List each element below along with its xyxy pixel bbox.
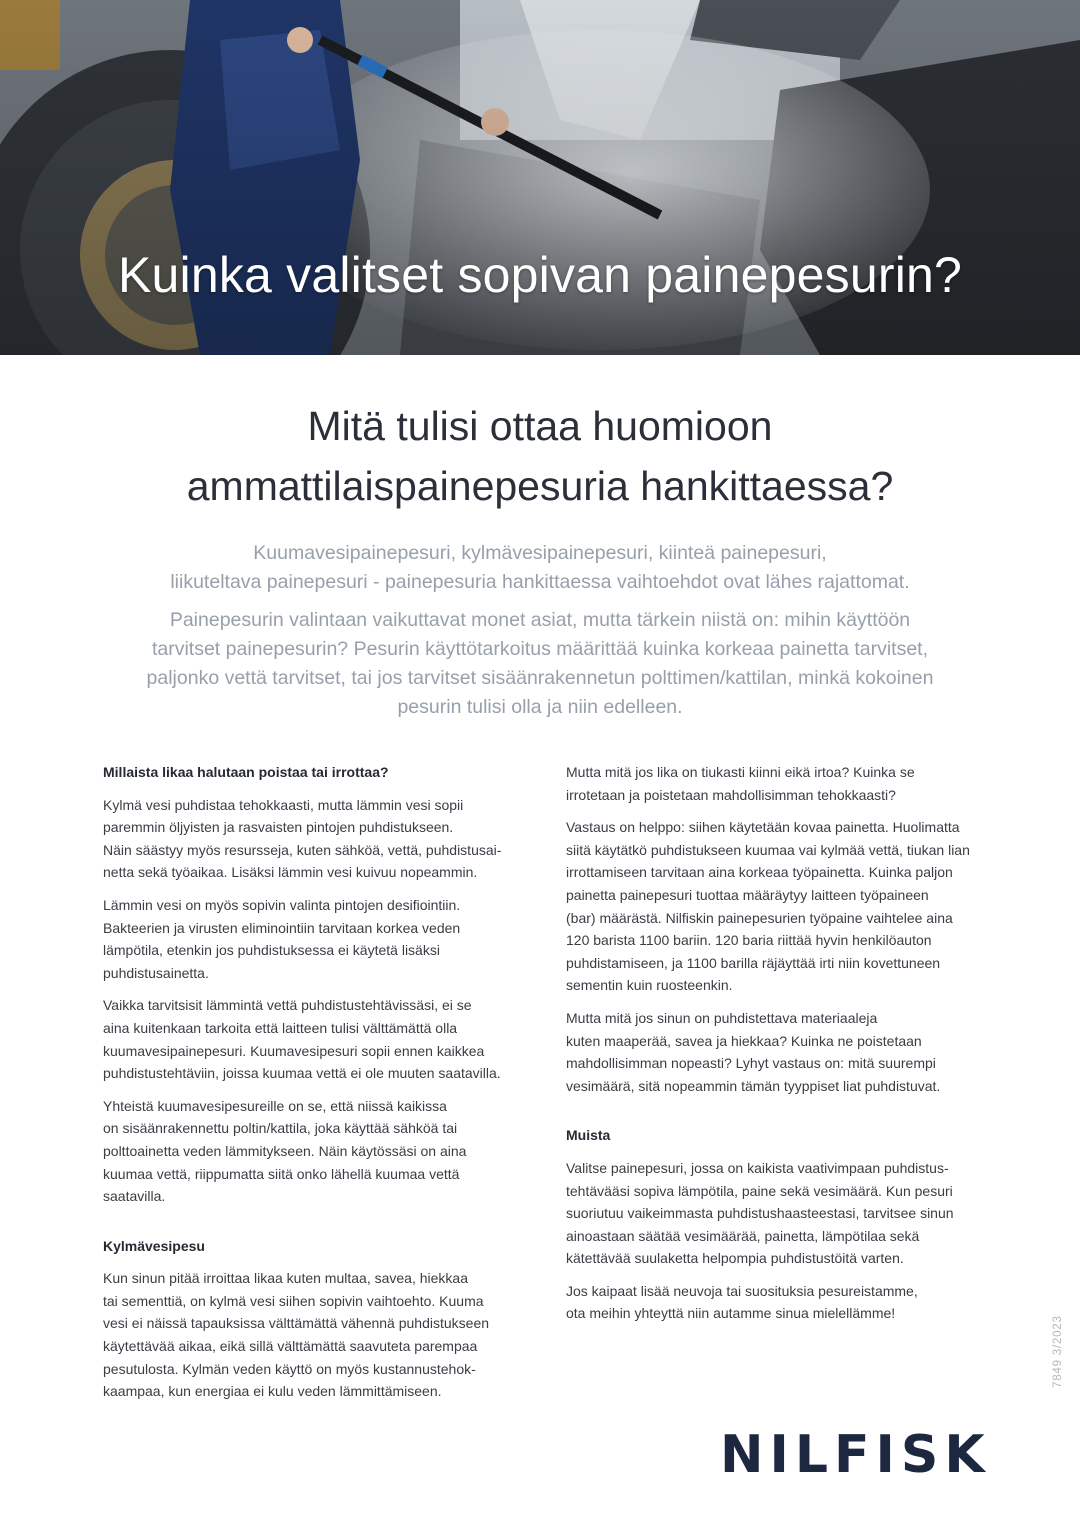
section-heading-cold-water: Kylmävesipesu [103,1237,205,1254]
left-paragraph-3: Vaikka tarvitsisit lämmintä vettä puhdistustehtävissäsi, ei se aina kuitenkaan tarkoita että laitteen tulisi välttämättä olla kuumavesipainepesuri. Kuumavesipesuri sopii ennen kaikkea puhdistustehtäviin, joissa kuumaa vettä ei ole muuten saatavilla. [103,997,501,1082]
right-paragraph-3: Mutta mitä jos sinun on puhdistettava materiaaleja kuten maaperää, savea ja hiekkaa? Kuinka ne poistetaan mahdollisimman nopeasti? Lyhyt vastaus on: mitä suurempi vesimäärä, sitä nopeammin tämän tyyppiset liat puhdistuvat. [566,1009,941,1094]
intro-paragraph-1: Kuumavesipainepesuri, kylmävesipainepesuri, kiinteä painepesuri, liikuteltava painepesuri - painepesuria hankittaessa vaihtoehdot ovat lähes rajattomat. [170,542,910,593]
hero-banner [0,0,1080,355]
right-paragraph-1: Mutta mitä jos lika on tiukasti kiinni eikä irtoa? Kuinka se irrotetaan ja poistetaan mahdollisimman tehokkaasti? [566,764,915,803]
left-column [103,761,523,1413]
subtitle-line-2: ammattilaispainepesuria hankittaessa? [186,463,894,509]
right-column [566,761,986,1335]
left-paragraph-4: Yhteistä kuumavesipesureille on se, että niissä kaikissa on sisäänrakennettu poltin/kattila, joka käyttää sähköä tai polttoainetta veden lämmitykseen. Näin käytössäsi on aina kuumaa vettä, riippumatta siitä onko lähellä kuumaa vettä saatavilla. [103,1097,467,1205]
hero-title: Kuinka valitset sopivan painepesurin? [117,247,963,303]
left-paragraph-2: Lämmin vesi on myös sopivin valinta pintojen desifiointiin. Bakteerien ja virusten eliminointiin tarvitaan korkea veden lämpötila, etenkin jos puhdistuksessa ei käytetä lisäksi puhdistusainetta. [103,896,461,981]
section-heading-remember: Muista [566,1127,611,1144]
document-code: 7849 3/2023 [1052,1315,1064,1388]
right-paragraph-5: Jos kaipaat lisää neuvoja tai suosituksia pesureistamme, ota meihin yhteyttä niin autamme sinua mielellämme! [566,1282,918,1322]
intro-paragraph-2: Painepesurin valintaan vaikuttavat monet asiat, mutta tärkein niistä on: mihin käyttöön tarvitset painepesurin? Pesurin käyttötarkoitus määrittää kuinka korkeaa painetta tarvitset, paljonko vettä tarvitset, tai jos tarvitset sisäänrakennetun polttimen/kattilan, minkä kokoinen pesurin tulisi olla ja niin edelleen. [146,609,934,718]
left-paragraph-5: Kun sinun pitää irroittaa likaa kuten multaa, savea, hiekkaa tai sementtiä, on kylmä vesi siihen sopivin vaihtoehto. Kuuma vesi ei näissä tapauksissa välttämättä vähennä puhdistukseen käytettävää aikaa, eikä sillä välttämättä saavuteta parempaa pesutulosta. Kylmän veden käyttö on myös kustannustehok- kaampaa, kun energiaa ei kulu veden lämmittämiseen. [103,1270,490,1400]
section-heading-dirt: Millaista likaa halutaan poistaa tai irrottaa? [103,764,389,780]
left-paragraph-1: Kylmä vesi puhdistaa tehokkaasti, mutta lämmin vesi sopii paremmin öljyisten ja rasvaisten pintojen puhdistukseen. Näin säästyy myös resursseja, kuten sähköä, vettä, puhdistusai- netta sekä työaikaa. Lisäksi lämmin vesi kuivuu nopeammin. [103,796,502,881]
nilfisk-logo: NILFISK [720,1425,991,1485]
page-subtitle [90,396,990,516]
subtitle-line-1: Mitä tulisi ottaa huomioon [307,403,773,449]
right-paragraph-4: Valitse painepesuri, jossa on kaikista vaativimpaan puhdistus- tehtävääsi sopiva lämpötila, paine sekä vesimäärä. Kun pesuri suoriutuu vaikeimmasta puhdistushaasteestasi, tarvitsee sinun ainoastaan säätää vesimäärää, painetta, lämpötilaa sekä kätettävää suulaketta helpompia puhdistustöitä varten. [566,1159,954,1267]
right-paragraph-2: Vastaus on helppo: siihen käytetään kovaa painetta. Huolimatta siitä käytätkö puhdistukseen kuumaa vai kylmää vettä, tiukan lian irrottamiseen tarvitaan aina korkeaa työpainetta. Kuinka paljon painetta painepesuri tuottaa määräytyy laitteen työpaineen (bar) määrästä. Nilfiskin painepesurien työpaine vaihtelee aina 120 barista 1100 bariin. 120 baria riittää hyvin henkilöauton puhdistamiseen, ja 1100 barilla räjäyttää irti niin kovettuneen sementin kuin ruosteenkin. [566,819,970,994]
